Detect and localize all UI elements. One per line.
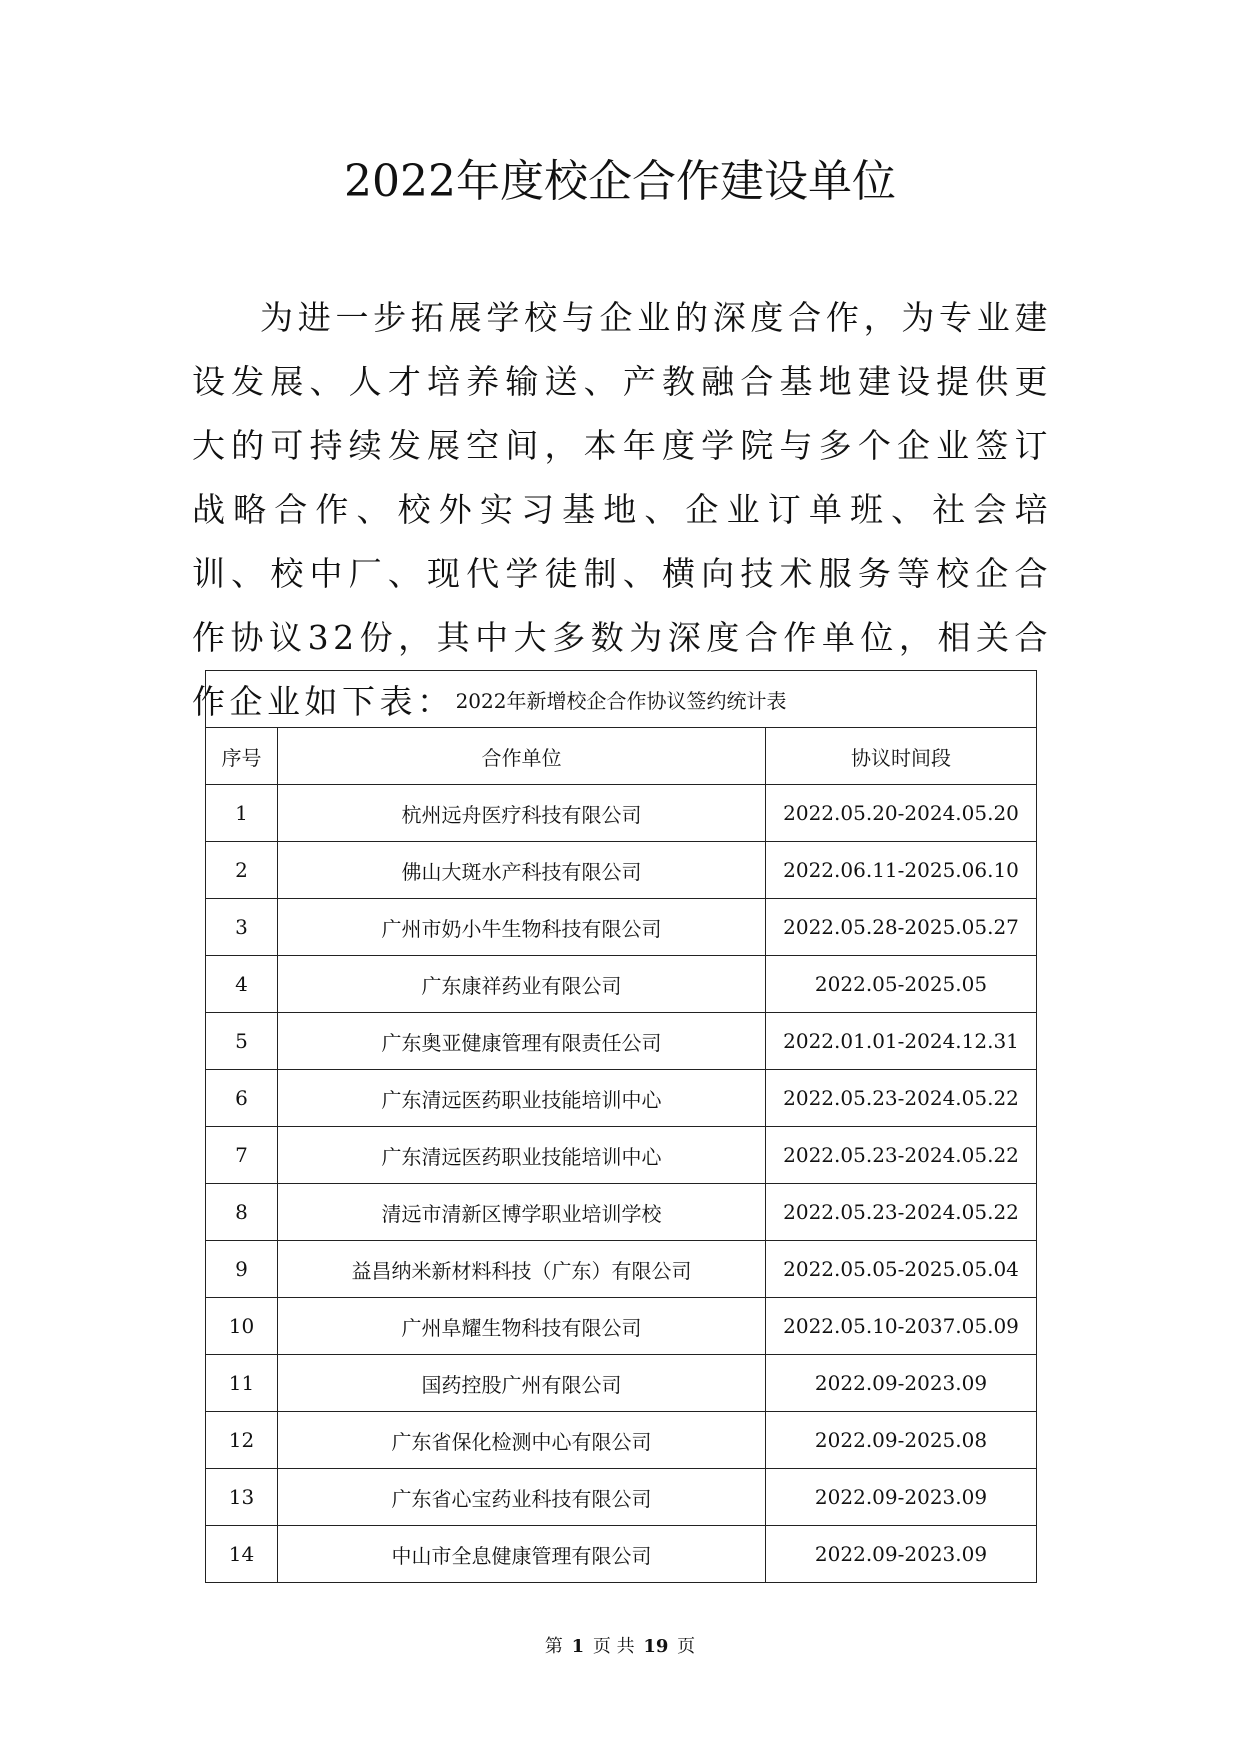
agreement-period: 2022.05.23-2024.05.22 (766, 1127, 1037, 1184)
row-number: 2 (206, 842, 278, 899)
agreement-period: 2022.09-2023.09 (766, 1526, 1037, 1583)
table-row (206, 785, 1037, 842)
header-company: 合作单位 (278, 728, 766, 785)
company-name: 中山市全息健康管理有限公司 (278, 1526, 766, 1583)
company-name: 益昌纳米新材料科技（广东）有限公司 (278, 1241, 766, 1298)
footer-prefix: 第 (544, 1636, 563, 1657)
table-row (206, 1469, 1037, 1526)
table-row (206, 956, 1037, 1013)
company-name: 广州阜耀生物科技有限公司 (278, 1298, 766, 1355)
table-row (206, 1298, 1037, 1355)
footer-page-number: 1 (571, 1636, 585, 1657)
row-number: 12 (206, 1412, 278, 1469)
row-number: 3 (206, 899, 278, 956)
row-number: 13 (206, 1469, 278, 1526)
company-name: 杭州远舟医疗科技有限公司 (278, 785, 766, 842)
row-number: 10 (206, 1298, 278, 1355)
table-row (206, 1241, 1037, 1298)
company-name: 广东奥亚健康管理有限责任公司 (278, 1013, 766, 1070)
company-name: 佛山大斑水产科技有限公司 (278, 842, 766, 899)
footer-middle: 页 共 (592, 1636, 635, 1657)
company-name: 广东康祥药业有限公司 (278, 956, 766, 1013)
agreement-period: 2022.01.01-2024.12.31 (766, 1013, 1037, 1070)
table-row (206, 842, 1037, 899)
table-body (206, 785, 1037, 1583)
table-row (206, 1526, 1037, 1583)
table-row (206, 899, 1037, 956)
company-name: 广东清远医药职业技能培训中心 (278, 1070, 766, 1127)
agreement-period: 2022.05.05-2025.05.04 (766, 1241, 1037, 1298)
page-footer (0, 1632, 1240, 1658)
agreement-period: 2022.05.23-2024.05.22 (766, 1070, 1037, 1127)
row-number: 8 (206, 1184, 278, 1241)
table-row (206, 1355, 1037, 1412)
agreement-period: 2022.09-2025.08 (766, 1412, 1037, 1469)
agreement-period: 2022.05.10-2037.05.09 (766, 1298, 1037, 1355)
agreements-table (205, 670, 1037, 1583)
row-number: 14 (206, 1526, 278, 1583)
agreement-period: 2022.05.20-2024.05.20 (766, 785, 1037, 842)
table-row (206, 1184, 1037, 1241)
agreement-period: 2022.06.11-2025.06.10 (766, 842, 1037, 899)
row-number: 1 (206, 785, 278, 842)
table-header-row (206, 728, 1037, 785)
row-number: 6 (206, 1070, 278, 1127)
company-name: 清远市清新区博学职业培训学校 (278, 1184, 766, 1241)
footer-total-pages: 19 (643, 1636, 669, 1657)
table-row (206, 1013, 1037, 1070)
company-name: 广东清远医药职业技能培训中心 (278, 1127, 766, 1184)
agreement-period: 2022.05.28-2025.05.27 (766, 899, 1037, 956)
row-number: 9 (206, 1241, 278, 1298)
intro-paragraph: 为进一步拓展学校与企业的深度合作，为专业建设发展、人才培养输送、产教融合基地建设提供更大的可持续发展空间，本年度学院与多个企业签订战略合作、校外实习基地、企业订单班、社会培训、校中厂、现代学徒制、横向技术服务等校企合作协议32份，其中大多数为深度合作单位，相关合作企业如下表： (192, 298, 1052, 721)
header-no: 序号 (206, 728, 278, 785)
company-name: 广东省心宝药业科技有限公司 (278, 1469, 766, 1526)
company-name: 广州市奶小牛生物科技有限公司 (278, 899, 766, 956)
agreement-period: 2022.05.23-2024.05.22 (766, 1184, 1037, 1241)
table-row (206, 1127, 1037, 1184)
row-number: 11 (206, 1355, 278, 1412)
row-number: 4 (206, 956, 278, 1013)
table-row (206, 1070, 1037, 1127)
agreement-period: 2022.05-2025.05 (766, 956, 1037, 1013)
header-period: 协议时间段 (766, 728, 1037, 785)
page-title: 2022年度校企合作建设单位 (344, 156, 896, 207)
agreement-period: 2022.09-2023.09 (766, 1469, 1037, 1526)
row-number: 5 (206, 1013, 278, 1070)
row-number: 7 (206, 1127, 278, 1184)
company-name: 国药控股广州有限公司 (278, 1355, 766, 1412)
table-caption: 2022年新增校企合作协议签约统计表 (206, 671, 1037, 728)
table-row (206, 1412, 1037, 1469)
agreement-period: 2022.09-2023.09 (766, 1355, 1037, 1412)
company-name: 广东省保化检测中心有限公司 (278, 1412, 766, 1469)
footer-suffix: 页 (677, 1636, 696, 1657)
